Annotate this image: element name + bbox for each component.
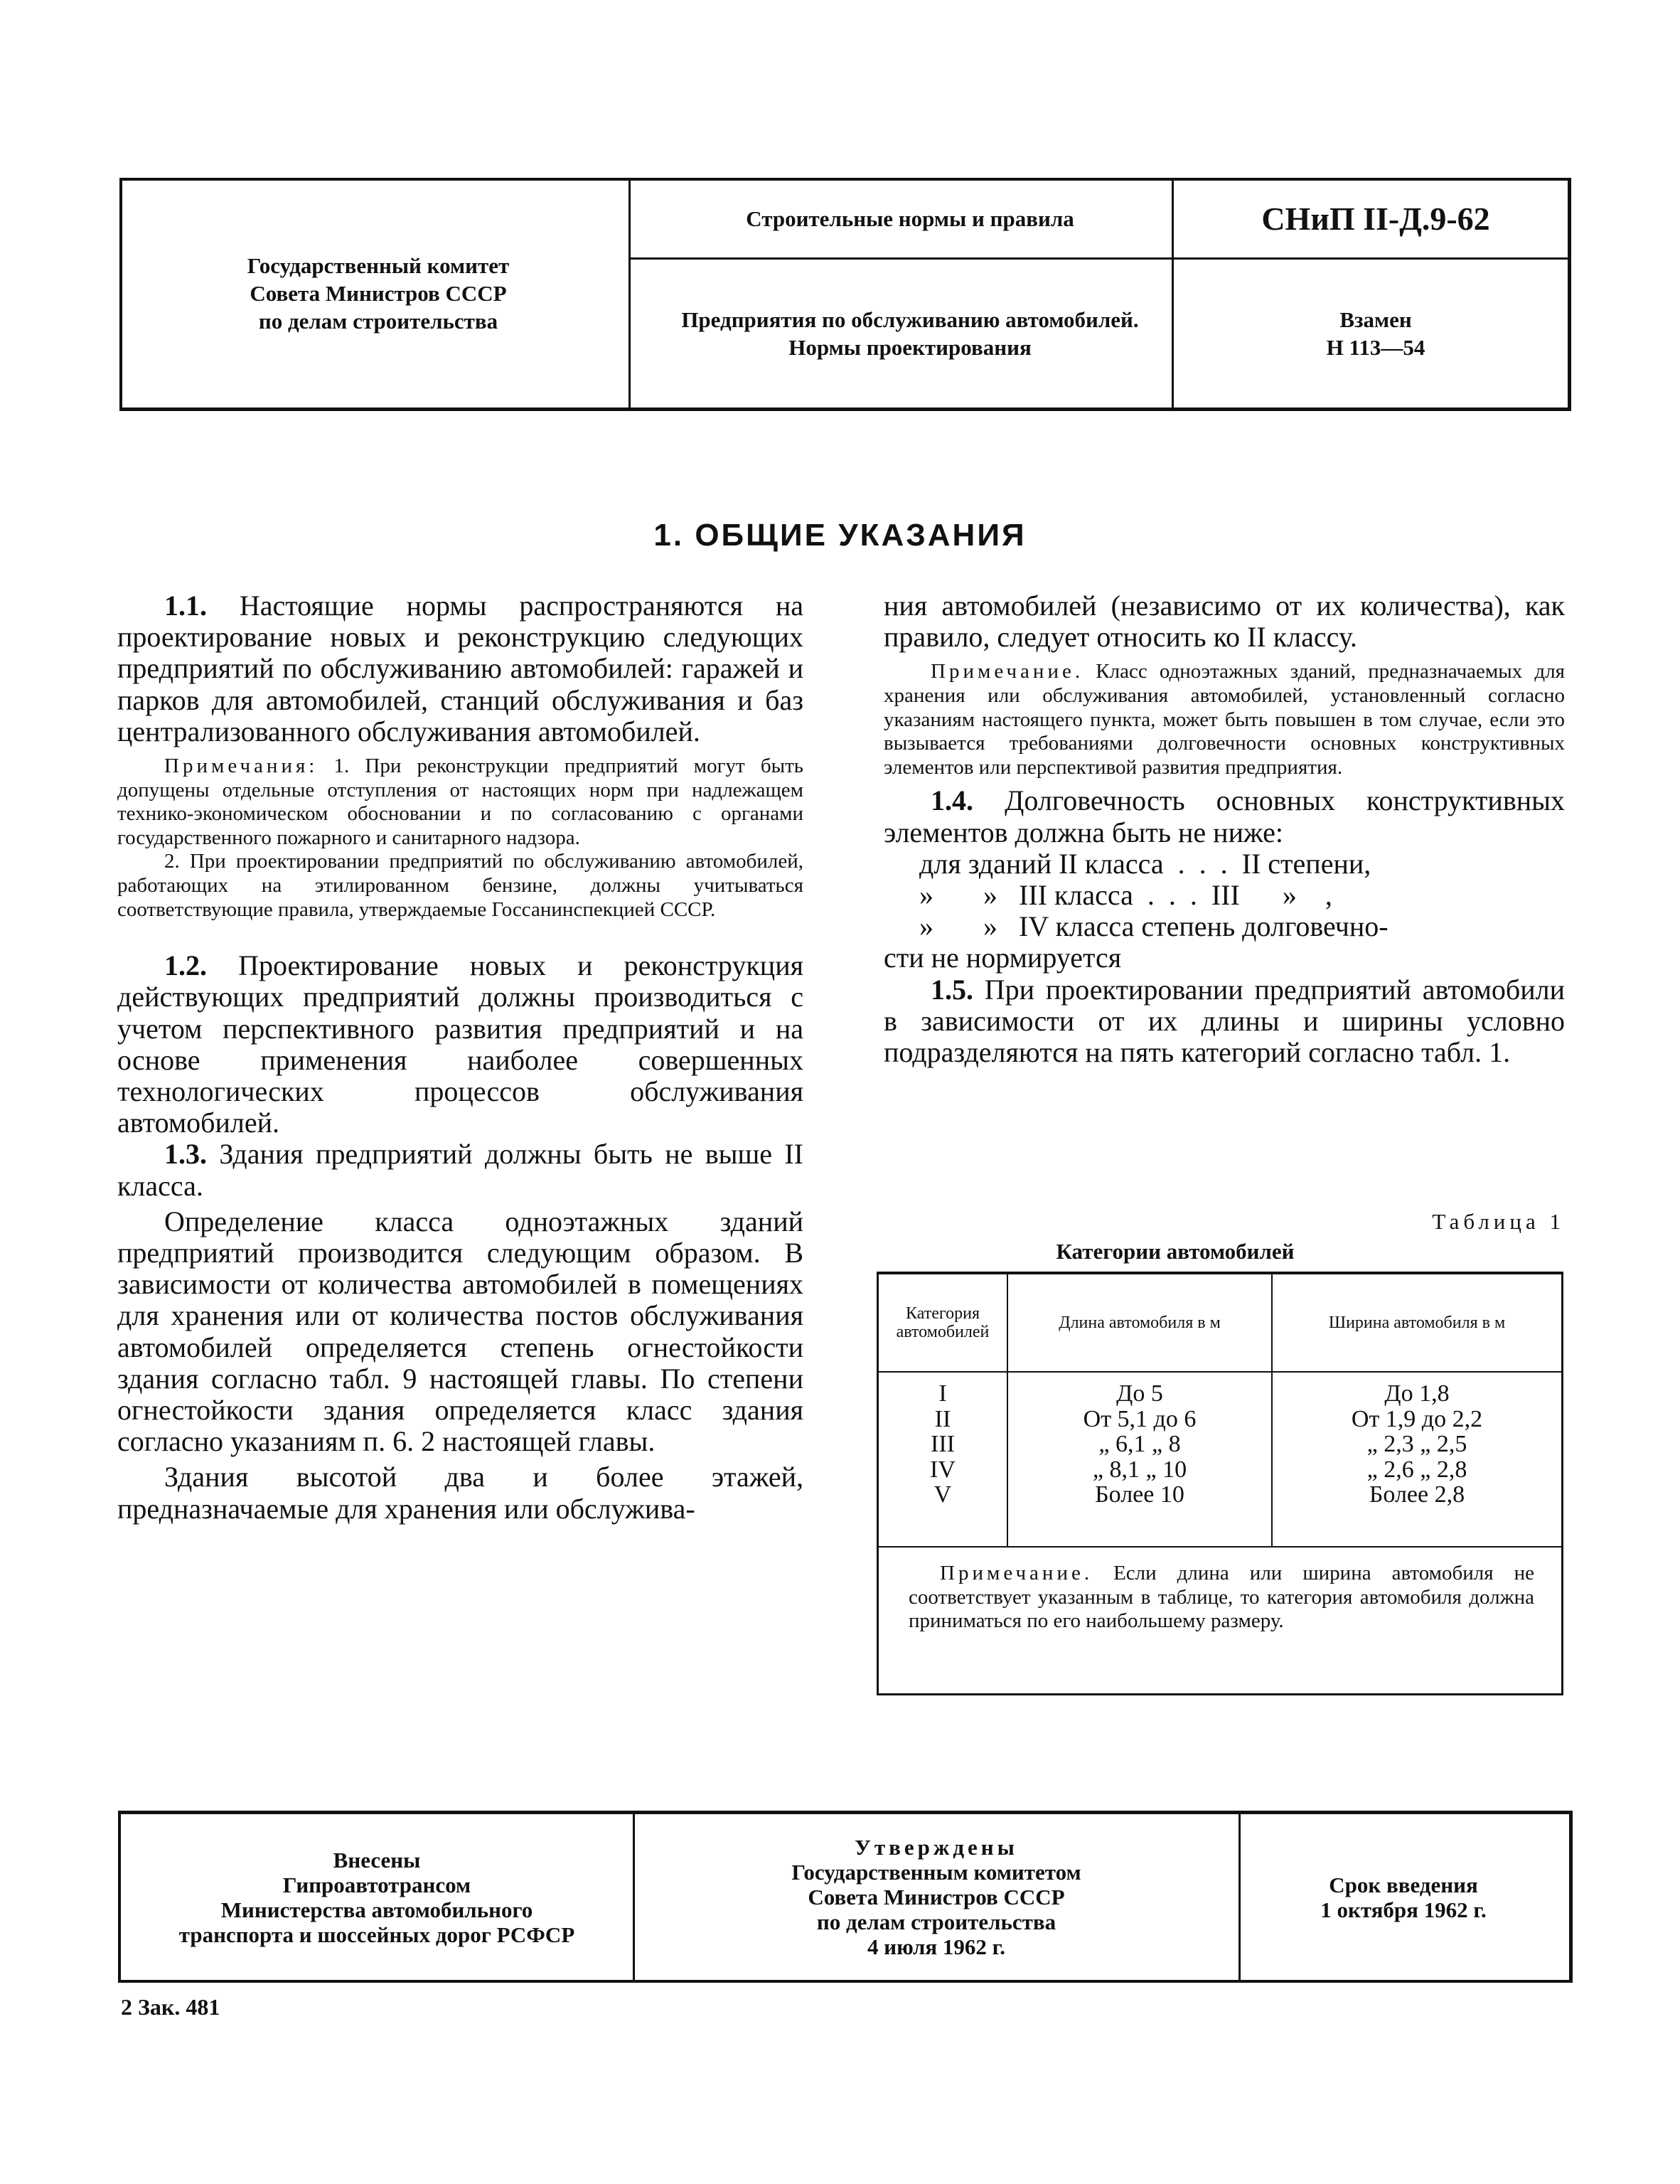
note-class: Примечание. Класс одноэтажных зданий, предназначаемых для хранения или обслуживания автомобилей, установленный согласно указаниям настоящего пункта, может быть повышен в том случае, если это вызывается требованиями долговечности основных конструктивных элементов или перспективой развития предприятия. xyxy=(884,660,1565,779)
cell-width: „ 2,6 „ 2,8 xyxy=(1366,1456,1467,1483)
committee-name: Государственный комитет Совета Министров СССР по делам строительства xyxy=(247,253,510,334)
table-header-divider xyxy=(879,1371,1561,1373)
table-row xyxy=(879,1432,1561,1457)
cell-category: II xyxy=(934,1405,951,1432)
table-row xyxy=(879,1482,1561,1508)
cell-category: V xyxy=(933,1481,952,1508)
paragraph-1-3-b: Определение класса одноэтажных зданий предприятий производится следующим образом. В зависимости от количества автомобилей в помещениях для хранения или от количества постов обслуживания автомобилей определяется степень огнестойкости здания согласно табл. 9 настоящей главы. По степени огнестойкости здания определяется класс здания согласно указаниям п. 6. 2 настоящей главы. xyxy=(117,1205,803,1458)
table-body xyxy=(879,1381,1561,1508)
durability-line-4: сти не нормируется xyxy=(884,942,1122,974)
document-title: Предприятия по обслуживанию автомобилей. Нормы проектирования xyxy=(681,307,1139,360)
paragraph-1-3: 1.3. Здания предприятий должны быть не выше II класса. xyxy=(117,1138,803,1202)
table-header-width: Ширина автомобиля в м xyxy=(1328,1314,1506,1332)
table-row xyxy=(879,1457,1561,1483)
order-number: 2 Зак. 481 xyxy=(121,1994,220,2020)
cell-width: До 1,8 xyxy=(1384,1380,1450,1407)
paragraph-continuation: ния автомобилей (независимо от их количества), как правило, следует относить ко II классу. xyxy=(884,590,1565,654)
approved-by: Утверждены Государственным комитетом Совета Министров СССР по делам строительства 4 июля 1962 г. xyxy=(791,1835,1081,1959)
cell-length: „ 6,1 „ 8 xyxy=(1098,1431,1181,1457)
header-divider-1 xyxy=(628,181,631,407)
cell-width: От 1,9 до 2,2 xyxy=(1351,1405,1483,1432)
effective-date: Срок введения 1 октября 1962 г. xyxy=(1320,1872,1487,1922)
section-title: 1. ОБЩИЕ УКАЗАНИЯ xyxy=(653,518,1027,553)
table-note: Примечание. Если длина или ширина автомобиля не соответствует указанным в таблице, то категория автомобиля должна приниматься по его наибольшему размеру. xyxy=(909,1562,1534,1633)
table-row xyxy=(879,1381,1561,1407)
cell-length: „ 8,1 „ 10 xyxy=(1092,1456,1187,1483)
table-caption: Таблица 1 xyxy=(1432,1209,1565,1234)
cell-width: „ 2,3 „ 2,5 xyxy=(1366,1431,1467,1457)
cell-category: I xyxy=(938,1380,947,1407)
replaces-document: Взамен Н 113—54 xyxy=(1326,307,1425,360)
norms-label: Строительные нормы и правила xyxy=(746,206,1074,231)
left-column xyxy=(117,590,803,1525)
footer-table xyxy=(118,1811,1573,1983)
cell-width: Более 2,8 xyxy=(1369,1481,1465,1508)
table-header-length: Длина автомобиля в м xyxy=(1059,1314,1221,1332)
table-title: Категории автомобилей xyxy=(1056,1239,1295,1264)
right-column xyxy=(884,590,1565,1068)
durability-line-1: для зданий II класса . . . II степени, xyxy=(919,847,1371,880)
paragraph-1-2: 1.2. Проектирование новых и реконструкция действующих предприятий должны производиться с учетом перспективного развития предприятий и на основе применения наиболее совершенных технологических процессов обслуживания автомобилей. xyxy=(117,949,804,1139)
table-1 xyxy=(877,1272,1563,1695)
table-body-divider xyxy=(879,1546,1561,1548)
note-2: 2. При проектировании предприятий по обслуживанию автомобилей, работающих на этилированном бензине, должны учитываться соответствующие правила, утверждаемые Госсанинспекцией СССР. xyxy=(117,850,803,921)
submitted-by: Внесены Гипроавтотрансом Министерства автомобильного транспорта и шоссейных дорог РСФСР xyxy=(178,1847,575,1947)
cell-length: До 5 xyxy=(1116,1380,1163,1407)
header-table xyxy=(119,178,1571,411)
paragraph-1-4: 1.4. Долговечность основных конструктивных элементов должна быть не ниже: xyxy=(884,784,1566,848)
durability-line-3: » » IV класса степень долговечно- xyxy=(919,910,1389,943)
table-row xyxy=(879,1407,1561,1432)
cell-length: От 5,1 до 6 xyxy=(1083,1405,1197,1432)
paragraph-1-3-c: Здания высотой два и более этажей, предназначаемые для хранения или обслужива- xyxy=(117,1461,803,1525)
document-code: СНиП II-Д.9-62 xyxy=(1261,201,1490,238)
cell-category: III xyxy=(931,1431,955,1457)
note-1: Примечания: 1. При реконструкции предприятий могут быть допущены отдельные отступления от настоящих норм при надлежащем технико-экономическом обосновании и по согласованию с органами государственного пожарного и санитарного надзора. xyxy=(117,755,803,849)
table-header-category: Категория автомобилей xyxy=(896,1304,990,1341)
paragraph-1-1: 1.1. Настоящие нормы распространяются на проектирование новых и реконструкцию следующих предприятий по обслуживанию автомобилей: гаражей и парков для автомобилей, станций обслуживания и баз централизованного обслуживания автомобилей. xyxy=(117,590,803,747)
cell-category: IV xyxy=(930,1456,956,1483)
paragraph-1-5: 1.5. При проектировании предприятий автомобили в зависимости от их длины и ширины условно подразделяются на пять категорий согласно табл. 1. xyxy=(884,973,1566,1068)
cell-length: Более 10 xyxy=(1095,1481,1184,1508)
durability-line-2: » » III класса . . . III » , xyxy=(919,878,1332,911)
